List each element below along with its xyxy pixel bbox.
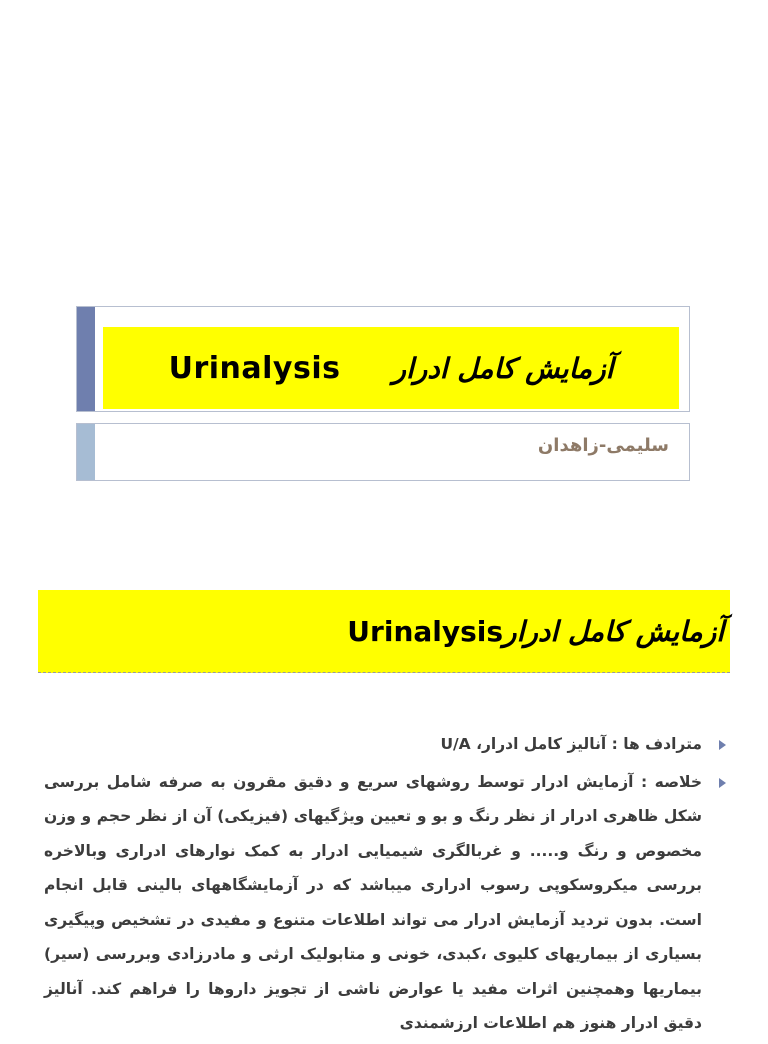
bullet-arrow-icon [719,740,726,750]
bullet-list [44,727,728,1044]
bullet-synonyms [44,727,728,762]
bullet-arrow-icon [719,778,726,788]
content-title [347,615,724,648]
content-title-bar [38,590,730,673]
slide-subtitle: سلیمی-زاهدان [537,435,669,456]
title-accent-bar [77,307,95,411]
title-highlight [103,327,679,409]
bullet-summary [44,765,728,1041]
bullet-synonyms-text: مترادف ها : آنالیز کامل ادرار، [470,735,702,753]
bullet-synonyms-abbrev: U/A [440,735,471,753]
content-slide [0,575,768,1032]
content-title-english: Urinalysis [347,614,504,648]
title-box [76,306,690,412]
bullet-summary-text: خلاصه : آزمایش ادرار توسط روشهای سریع و دقیق مقرون به صرفه شامل بررسی شکل ظاهری ادرار از نظر رنگ و بو و تعیین ویژگیهای (فیزیکی) آن از نظر حجم و وزن مخصوص و رنگ و..... و غربالگری شیمیایی ادرار به کمک نوارهای ادراری وبالاخره بررسی میکروسکوپی رسوب ادراری میباشد که در آزمایشگاههای بالینی قابل انجام است. بدون تردید آزمایش ادرار می تواند اطلاعات متنوع و مفیدی در تشخیص وپیگیری بسیاری از بیماریهای کلیوی ،کبدی، خونی و متابولیک ارثی و مادرزادی وبررسی (سیر) بیماریها وهمچنین اثرات مفید یا عوارض ناشی از تجویز داروها را فراهم کند. آنالیز دقیق ادرار هنوز هم اطلاعات ارزشمندی [44,772,702,1032]
content-title-persian: آزمایش کامل ادرار [503,614,724,648]
subtitle-box [76,423,690,481]
subtitle-accent-bar [77,424,95,480]
slide-title-english: Urinalysis [168,350,341,386]
slide-title-persian: آزمایش کامل ادرار [392,351,614,385]
